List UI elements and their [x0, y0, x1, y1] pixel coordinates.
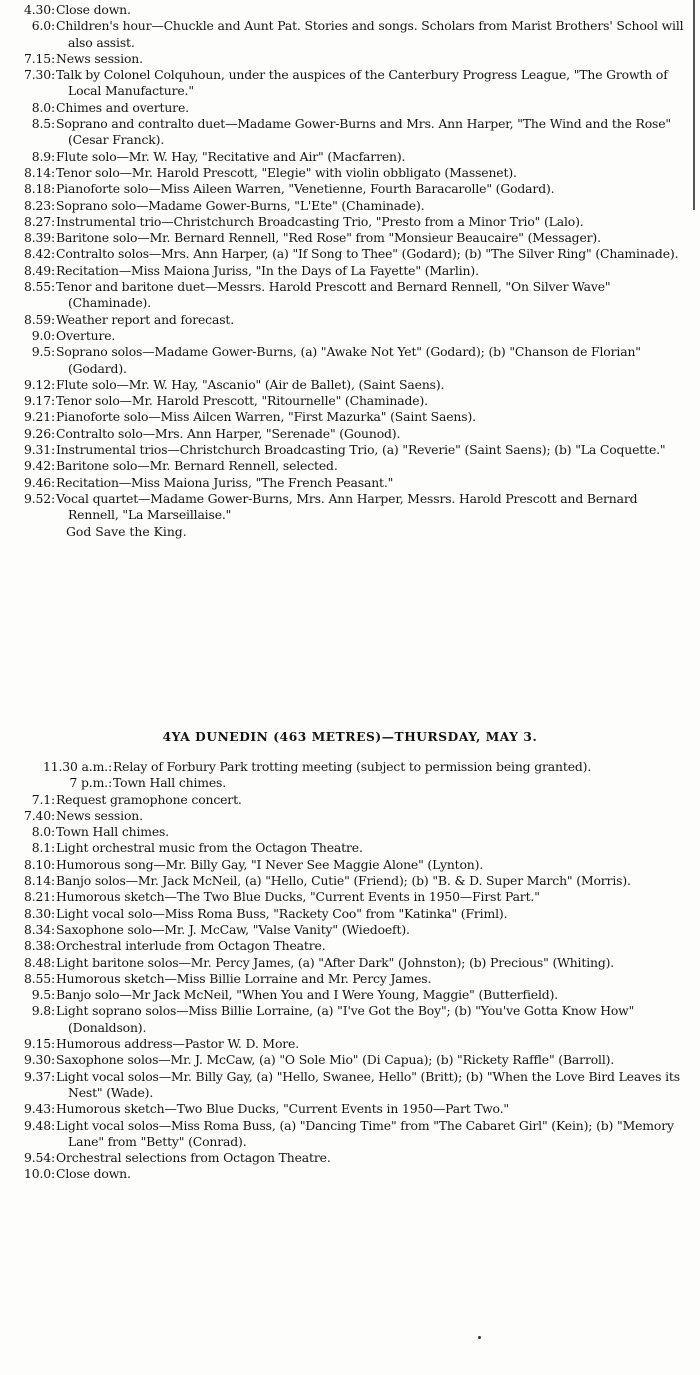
program-entry	[0, 475, 700, 491]
entry-text: Humorous sketch—The Two Blue Ducks, "Current Events in 1950—First Part."	[56, 889, 540, 905]
entry-text: Contralto solos—Mrs. Ann Harper, (a) "If Song to Thee" (Godard); (b) "The Silver Ring" (Chaminade).	[56, 246, 679, 262]
program-entry	[0, 759, 700, 775]
entry-time: 9.17:	[23, 393, 55, 409]
entry-time: 8.18:	[23, 181, 55, 197]
entry-time: 8.49:	[23, 262, 55, 278]
entry-text: Soprano and contralto duet—Madame Gower-Burns and Mrs. Ann Harper, "The Wind and the Rose" (Cesar Franck).	[56, 116, 671, 148]
program-entry	[0, 344, 700, 377]
program-entry	[0, 149, 700, 165]
program-entry	[0, 906, 700, 922]
entry-text: Pianoforte solo—Miss Aileen Warren, "Venetienne, Fourth Baracarolle" (Godard).	[56, 181, 555, 197]
program-entry	[0, 857, 700, 873]
entry-time: 8.27:	[23, 213, 55, 229]
program-entry	[0, 279, 700, 312]
program-entry	[0, 328, 700, 344]
entry-time: 8.55:	[23, 279, 55, 295]
entry-text: Flute solo—Mr. W. Hay, "Recitative and Air" (Macfarren).	[56, 148, 406, 164]
entry-text: Contralto solo—Mrs. Ann Harper, "Serenade" (Gounod).	[56, 425, 401, 441]
program-entry	[0, 938, 700, 954]
entry-time: 9.43:	[23, 1101, 55, 1117]
program-entry	[0, 955, 700, 971]
entry-text: Light vocal solos—Mr. Billy Gay, (a) "Hello, Swanee, Hello" (Britt); (b) "When the Love Bird Leaves its Nest" (Wade).	[56, 1068, 680, 1100]
entry-text: Weather report and forecast.	[56, 311, 235, 327]
program-entry	[0, 165, 700, 181]
program-entry	[0, 377, 700, 393]
entry-time: 9.0:	[31, 327, 55, 343]
entry-text: Soprano solos—Madame Gower-Burns, (a) "Awake Not Yet" (Godard); (b) "Chanson de Florian" (Godard).	[56, 344, 641, 376]
entry-time: 7.1:	[31, 791, 55, 807]
entry-text: Humorous sketch—Two Blue Ducks, "Current Events in 1950—Part Two."	[56, 1101, 509, 1117]
program-entry	[0, 1101, 700, 1117]
program-entry	[0, 67, 700, 100]
entry-time: 8.14:	[23, 873, 55, 889]
program-list-2	[0, 759, 700, 1183]
entry-text: Tenor solo—Mr. Harold Prescott, "Elegie" with violin obbligato (Massenet).	[56, 164, 517, 180]
entry-text: Tenor and baritone duet—Messrs. Harold Prescott and Bernard Rennell, "On Silver Wave" (Chaminade).	[56, 279, 611, 311]
entry-time: 8.23:	[23, 197, 55, 213]
entry-text: Overture.	[56, 327, 116, 343]
program-entry	[0, 491, 700, 524]
entry-time: 7 p.m.:	[69, 775, 112, 791]
entry-text: Humorous sketch—Miss Billie Lorraine and Mr. Percy James.	[56, 970, 432, 986]
entry-text: Recitation—Miss Maiona Juriss, "In the Days of La Fayette" (Marlin).	[56, 262, 479, 278]
entry-time: 11.30 a.m.:	[43, 759, 112, 774]
program-entry	[0, 1166, 700, 1182]
entry-text: Request gramophone concert.	[56, 791, 242, 807]
entry-time: 9.5:	[31, 344, 55, 360]
entry-text: Vocal quartet—Madame Gower-Burns, Mrs. Ann Harper, Messrs. Harold Prescott and Bernard Rennell, "La Marseillaise."	[56, 490, 638, 523]
entry-time: 8.38:	[23, 938, 55, 954]
entry-text: Humorous address—Pastor W. D. More.	[56, 1036, 300, 1052]
program-entry	[0, 198, 700, 214]
entry-time: 8.59:	[23, 311, 55, 327]
program-entry	[0, 922, 700, 938]
entry-text: Chimes and overture.	[56, 99, 189, 115]
program-entry	[0, 971, 700, 987]
program-entry	[0, 246, 700, 262]
program-entry	[0, 889, 700, 905]
entry-text: Banjo solos—Mr. Jack McNeil, (a) "Hello, Cutie" (Friend); (b) "B. & D. Super March" (Morris).	[56, 873, 631, 889]
entry-text: Children's hour—Chuckle and Aunt Pat. Stories and songs. Scholars from Marist Brothers' School will also assist.	[56, 18, 684, 50]
entry-time: 4.30:	[23, 2, 55, 17]
entry-text: Light vocal solos—Miss Roma Buss, (a) "Dancing Time" from "The Cabaret Girl" (Kein); (b) "Memory Lane" from "Betty" (Conrad).	[56, 1117, 674, 1149]
entry-text: News session.	[56, 807, 143, 823]
entry-text: Talk by Colonel Colquhoun, under the auspices of the Canterbury Progress League, "The Growth of Local Manufacture."	[56, 67, 668, 99]
program-section-1	[0, 2, 700, 540]
closing-line: God Save the King.	[66, 523, 187, 539]
entry-text: Humorous song—Mr. Billy Gay, "I Never See Maggie Alone" (Lynton).	[56, 856, 484, 872]
station-heading: 4YA DUNEDIN (463 METRES)—THURSDAY, MAY 3.	[162, 730, 538, 744]
entry-time: 7.15:	[23, 50, 55, 66]
entry-time: 9.31:	[23, 442, 55, 458]
entry-text: Instrumental trios—Christchurch Broadcasting Trio, (a) "Reverie" (Saint Saens); (b) "La Coquette."	[56, 442, 666, 458]
program-entry	[0, 1069, 700, 1102]
entry-time: 9.37:	[23, 1068, 55, 1084]
program-entry	[0, 181, 700, 197]
entry-time: 8.1:	[31, 840, 55, 856]
program-entry	[0, 458, 700, 474]
program-entry	[0, 214, 700, 230]
entry-time: 9.48:	[23, 1117, 55, 1133]
program-entry	[0, 51, 700, 67]
program-entry	[0, 1036, 700, 1052]
entry-time: 9.54:	[23, 1150, 55, 1166]
program-entry	[0, 775, 700, 791]
program-entry	[0, 1118, 700, 1151]
program-entry	[0, 393, 700, 409]
entry-time: 8.21:	[23, 889, 55, 905]
entry-time: 8.34:	[23, 921, 55, 937]
entry-time: 7.30:	[23, 67, 55, 83]
entry-text: Recitation—Miss Maiona Juriss, "The French Peasant."	[56, 474, 394, 490]
program-entry	[0, 18, 700, 51]
entry-text: Tenor solo—Mr. Harold Prescott, "Ritournelle" (Chaminade).	[56, 393, 428, 409]
entry-text: Soprano solo—Madame Gower-Burns, "L'Ete" (Chaminade).	[56, 197, 425, 213]
program-entry	[0, 1150, 700, 1166]
program-entry	[0, 873, 700, 889]
entry-text: Orchestral selections from Octagon Theatre.	[56, 1150, 331, 1166]
entry-time: 9.12:	[23, 376, 55, 392]
entry-time: 9.15:	[23, 1036, 55, 1052]
program-entry	[0, 312, 700, 328]
program-entry	[0, 1052, 700, 1068]
entry-text: Light orchestral music from the Octagon Theatre.	[56, 840, 363, 856]
program-entry	[0, 230, 700, 246]
program-entry	[0, 426, 700, 442]
entry-time: 6.0:	[31, 18, 55, 34]
entry-text: Close down.	[56, 2, 131, 17]
entry-text: Flute solo—Mr. W. Hay, "Ascanio" (Air de Ballet), (Saint Saens).	[56, 376, 445, 392]
entry-time: 8.30:	[23, 905, 55, 921]
entry-text: Relay of Forbury Park trotting meeting (subject to permission being granted).	[113, 759, 592, 774]
entry-time: 9.42:	[23, 458, 55, 474]
entry-time: 8.0:	[31, 824, 55, 840]
entry-text: Saxophone solo—Mr. J. McCaw, "Valse Vanity" (Wiedoeft).	[56, 921, 410, 937]
entry-text: Baritone solo—Mr. Bernard Rennell, selected.	[56, 458, 338, 474]
program-entry	[0, 840, 700, 856]
program-entry	[0, 792, 700, 808]
program-entry	[0, 987, 700, 1003]
entry-text: Close down.	[56, 1166, 131, 1182]
entry-text: Saxophone solos—Mr. J. McCaw, (a) "O Sole Mio" (Di Capua); (b) "Rickety Raffle" (Barroll).	[56, 1052, 615, 1068]
program-entry	[0, 442, 700, 458]
entry-text: Banjo solo—Mr Jack McNeil, "When You and I Were Young, Maggie" (Butterfield).	[56, 987, 559, 1003]
entry-text: Light soprano solos—Miss Billie Lorraine, (a) "I've Got the Boy"; (b) "You've Gotta Know How" (Donaldson).	[56, 1003, 635, 1035]
entry-time: 8.0:	[31, 99, 55, 115]
entry-text: Town Hall chimes.	[113, 775, 227, 791]
entry-text: Baritone solo—Mr. Bernard Rennell, "Red Rose" from "Monsieur Beaucaire" (Messager).	[56, 230, 601, 246]
program-entry	[0, 116, 700, 149]
entry-time: 9.52:	[23, 490, 55, 506]
entry-time: 8.55:	[23, 970, 55, 986]
entry-time: 8.9:	[31, 148, 55, 164]
entry-text: News session.	[56, 50, 143, 66]
entry-time: 8.14:	[23, 164, 55, 180]
entry-text: Orchestral interlude from Octagon Theatre.	[56, 938, 326, 954]
program-entry	[0, 1003, 700, 1036]
program-entry	[0, 100, 700, 116]
entry-text: Instrumental trio—Christchurch Broadcasting Trio, "Presto from a Minor Trio" (Lalo).	[56, 213, 584, 229]
entry-time: 8.39:	[23, 230, 55, 246]
entry-text: Town Hall chimes.	[56, 824, 170, 840]
program-entry	[0, 808, 700, 824]
entry-time: 8.42:	[23, 246, 55, 262]
entry-time: 8.5:	[31, 116, 55, 132]
entry-time: 9.46:	[23, 474, 55, 490]
program-list-1	[0, 2, 700, 524]
entry-time: 9.5:	[31, 987, 55, 1003]
entry-time: 9.26:	[23, 425, 55, 441]
program-entry	[0, 263, 700, 279]
entry-time: 9.8:	[31, 1003, 55, 1019]
entry-text: Light baritone solos—Mr. Percy James, (a) "After Dark" (Johnston); (b) Precious" (Whiting).	[56, 954, 615, 970]
entry-time: 9.21:	[23, 409, 55, 425]
entry-time: 9.30:	[23, 1052, 55, 1068]
print-speck	[478, 1336, 481, 1339]
program-section-2	[0, 759, 700, 1183]
program-entry	[0, 824, 700, 840]
entry-time: 8.48:	[23, 954, 55, 970]
entry-text: Pianoforte solo—Miss Ailcen Warren, "First Mazurka" (Saint Saens).	[56, 409, 476, 425]
entry-time: 7.40:	[23, 807, 55, 823]
entry-time: 8.10:	[23, 856, 55, 872]
entry-text: Light vocal solo—Miss Roma Buss, "Rackety Coo" from "Katinka" (Friml).	[56, 905, 508, 921]
entry-time: 10.0:	[23, 1166, 55, 1182]
program-entry	[0, 409, 700, 425]
program-entry	[0, 2, 700, 18]
